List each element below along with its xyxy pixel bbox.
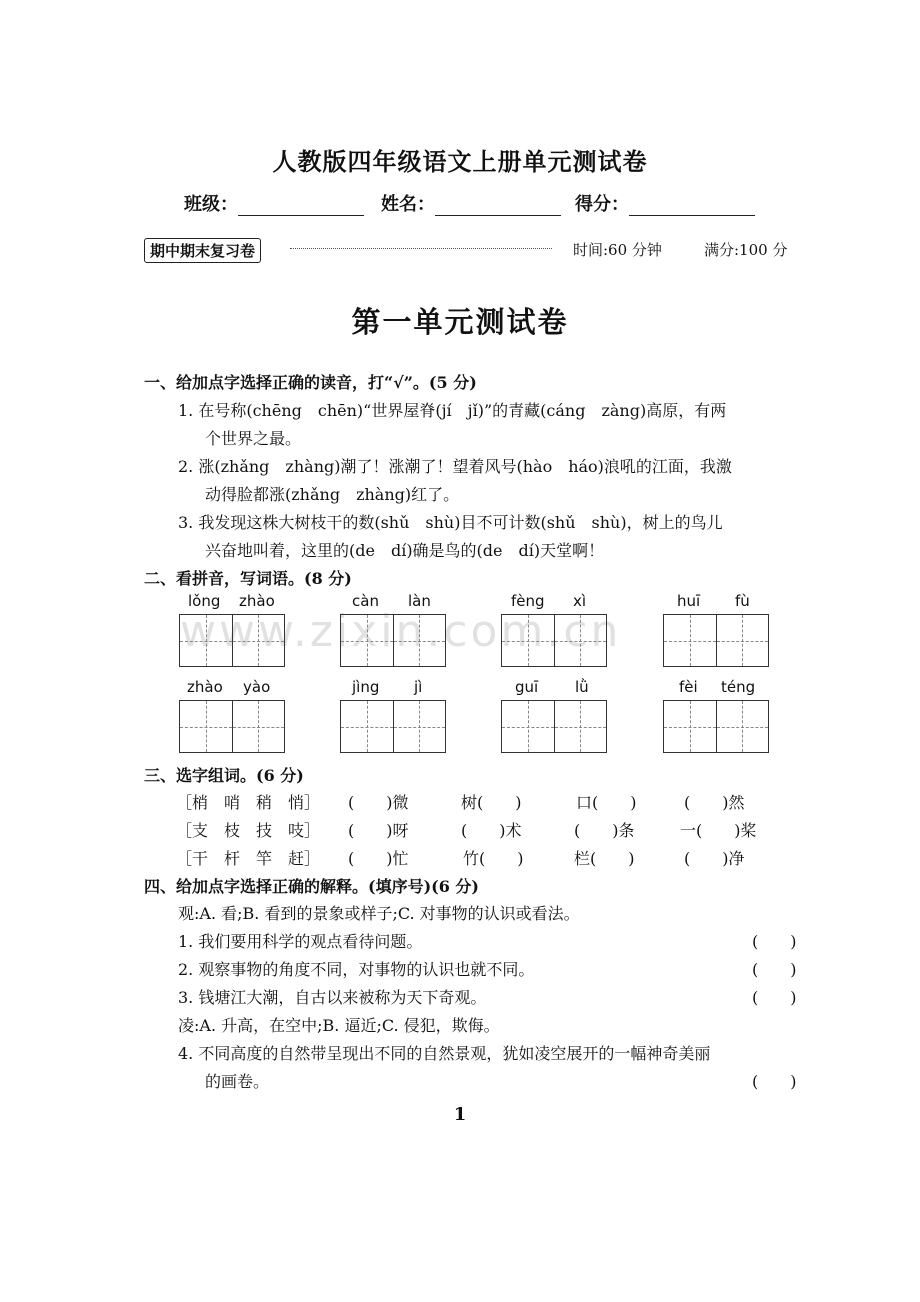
s1-q3-line1: 3. 我发现这株大树枝干的数(shǔ shù)目不可计数(shǔ shù)，树上的鸟儿	[178, 513, 723, 532]
fill-blank[interactable]: ( )呀	[348, 821, 409, 840]
time-limit: 时间:60 分钟	[573, 241, 662, 259]
section3-heading: 三、选字组词。(6 分)	[144, 766, 304, 785]
pinyin: huī	[677, 592, 701, 610]
definition-guan: 观:A. 看;B. 看到的景象或样子;C. 对事物的认识或看法。	[178, 904, 580, 923]
name-field	[381, 190, 561, 216]
score-label: 得分：	[575, 194, 629, 215]
fill-blank[interactable]: ( )净	[684, 849, 745, 868]
pinyin: yào	[243, 678, 271, 696]
writing-grid[interactable]	[340, 614, 446, 667]
s4-q1: 1. 我们要用科学的观点看待问题。	[178, 932, 423, 951]
dotted-leader	[290, 248, 552, 249]
fill-blank[interactable]: ( )条	[574, 821, 635, 840]
writing-grid[interactable]	[179, 614, 285, 667]
review-tag: 期中期末复习卷	[144, 238, 261, 263]
answer-paren[interactable]: ( )	[752, 932, 797, 951]
s4-q4-line1: 4. 不同高度的自然带呈现出不同的自然景观，犹如凌空展开的一幅神奇美丽	[178, 1044, 711, 1063]
fill-blank[interactable]: 树( )	[461, 793, 522, 812]
section2-heading: 二、看拼音，写词语。(8 分)	[144, 569, 352, 588]
score-field	[575, 190, 755, 216]
pinyin: lǒng	[188, 592, 221, 610]
pinyin: téng	[721, 678, 756, 696]
pinyin: guī	[515, 678, 539, 696]
pinyin: fù	[735, 592, 750, 610]
writing-grid[interactable]	[663, 700, 769, 753]
pinyin: fèi	[679, 678, 698, 696]
pinyin: jì	[414, 678, 423, 696]
fill-blank[interactable]: 竹( )	[463, 849, 524, 868]
page-number: 1	[453, 1104, 467, 1125]
score-blank[interactable]	[629, 197, 755, 216]
char-choices: ［支 枝 技 吱］	[176, 821, 321, 840]
s1-q2-line2: 动得脸都涨(zhǎng zhàng)红了。	[205, 485, 460, 504]
name-blank[interactable]	[435, 197, 561, 216]
fill-blank[interactable]: 一( )桨	[680, 821, 757, 840]
writing-grid[interactable]	[663, 614, 769, 667]
fill-blank[interactable]: ( )然	[684, 793, 745, 812]
fill-blank[interactable]: 栏( )	[574, 849, 635, 868]
pinyin: zhào	[187, 678, 223, 696]
s4-q2: 2. 观察事物的角度不同，对事物的认识也就不同。	[178, 960, 535, 979]
class-field	[184, 190, 364, 216]
pinyin: xì	[573, 592, 587, 610]
s1-q1-line1: 1. 在号称(chēng chēn)“世界屋脊(jí jǐ)”的青藏(cáng zàng)高原，有两	[178, 401, 727, 420]
watermark: www.zixin.com.cn	[180, 606, 622, 657]
fill-blank[interactable]: 口( )	[576, 793, 637, 812]
writing-grid[interactable]	[501, 614, 607, 667]
section1-heading: 一、给加点字选择正确的读音，打“√”。(5 分)	[144, 373, 477, 392]
section4-heading: 四、给加点字选择正确的解释。(填序号)(6 分)	[144, 877, 479, 896]
char-choices: ［干 杆 竿 赶］	[176, 849, 321, 868]
answer-paren[interactable]: ( )	[752, 960, 797, 979]
s1-q1-line2: 个世界之最。	[205, 429, 302, 448]
fill-blank[interactable]: ( )微	[348, 793, 409, 812]
s1-q2-line1: 2. 涨(zhǎng zhàng)潮了！涨潮了！望着风号(hào háo)浪吼的江面，我激	[178, 457, 732, 476]
s4-q3: 3. 钱塘江大潮，自古以来被称为天下奇观。	[178, 988, 487, 1007]
exam-title: 人教版四年级语文上册单元测试卷	[272, 147, 648, 176]
pinyin: zhào	[239, 592, 275, 610]
pinyin: làn	[408, 592, 431, 610]
answer-paren[interactable]: ( )	[752, 988, 797, 1007]
pinyin: càn	[352, 592, 379, 610]
s1-q3-line2: 兴奋地叫着，这里的(de dí)确是鸟的(de dí)天堂啊！	[205, 541, 605, 560]
char-choices: ［梢 哨 稍 悄］	[176, 793, 321, 812]
class-blank[interactable]	[238, 197, 364, 216]
writing-grid[interactable]	[340, 700, 446, 753]
pinyin: jìng	[352, 678, 380, 696]
fill-blank[interactable]: ( )忙	[348, 849, 409, 868]
class-label: 班级：	[184, 194, 238, 215]
fill-blank[interactable]: ( )术	[461, 821, 522, 840]
unit-title: 第一单元测试卷	[351, 305, 569, 339]
full-score: 满分:100 分	[704, 241, 788, 259]
pinyin: lǜ	[575, 678, 589, 696]
pinyin: fèng	[511, 592, 545, 610]
writing-grid[interactable]	[179, 700, 285, 753]
s4-q4-line2: 的画卷。	[205, 1072, 270, 1091]
writing-grid[interactable]	[501, 700, 607, 753]
name-label: 姓名：	[381, 194, 435, 215]
answer-paren[interactable]: ( )	[752, 1072, 797, 1091]
definition-ling: 凌:A. 升高，在空中;B. 逼近;C. 侵犯，欺侮。	[178, 1016, 500, 1035]
